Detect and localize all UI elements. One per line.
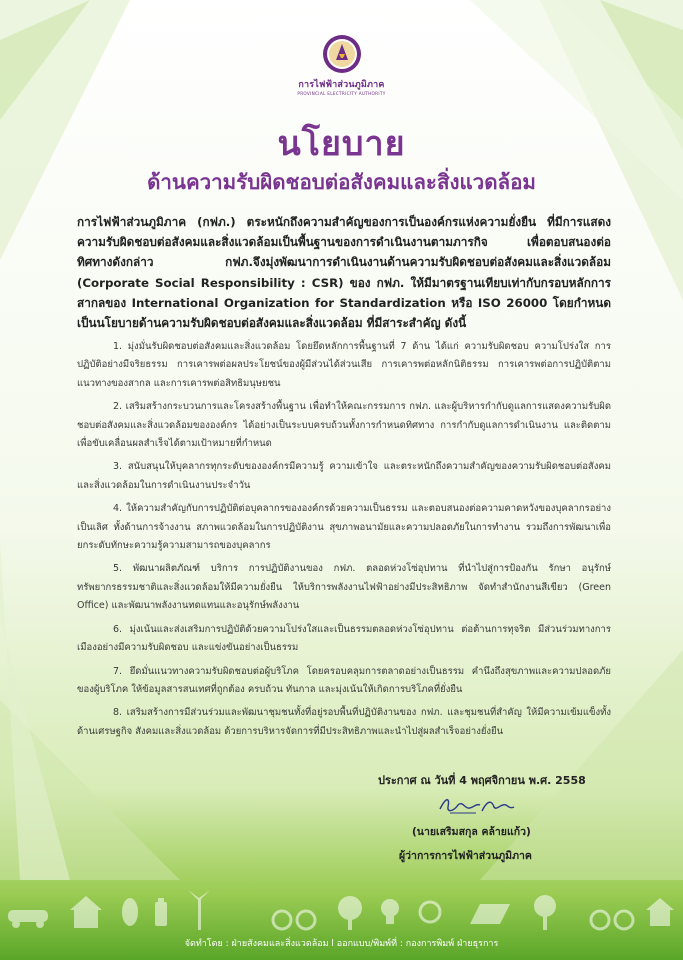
solar-panel-icon (470, 904, 510, 924)
house-icon (70, 896, 102, 928)
org-name-english: PROVINCIAL ELECTRICITY AUTHORITY (297, 91, 386, 96)
policy-item-number: 6. (113, 623, 123, 635)
policy-item-number: 1. (113, 341, 123, 352)
wind-turbine-icon (188, 890, 210, 930)
policy-item-number: 2. (113, 401, 123, 413)
battery-icon (155, 898, 167, 926)
signer-position: ผู้ว่าการการไฟฟ้าส่วนภูมิภาค (399, 850, 532, 862)
policy-item-text: สนับสนุนให้บุคลากรทุกระดับขององค์กรมีความรู้ ความเข้าใจ และตระหนักถึงความสำคัญของความรับผิดชอบต่อสังคมและสิ่งแวดล้อมในการดำเนินงานประจำวัน (77, 461, 611, 491)
policy-item-text: มุ่งมั่นรับผิดชอบต่อสังคมและสิ่งแวดล้อม โดยยึดหลักการพื้นฐานที่ 7 ด้าน ได้แก่ ความรับผิดชอบ ความโปร่งใส การปฏิบัติอย่างมีจริยธรรม การเคารพต่อผลประโยชน์ของผู้มีส่วนได้ส่วนเสีย การเคารพต่อหลักนิติธรรม การเคารพต่อการปฏิบัติตามแนวทางของสากล และการเคารพต่อสิทธิมนุษยชน (77, 341, 611, 389)
policy-item (77, 704, 611, 741)
bicycle-icon-2 (591, 911, 633, 929)
policy-item-text: เสริมสร้างกระบวนการและโครงสร้างพื้นฐาน เพื่อทำให้คณะกรรมการ กฟภ. และผู้บริหารกำกับดูแลการแสดงความรับผิดชอบต่อสังคมและสิ่งแวดล้อมขององค์กร ได้อย่างเป็นระบบครบถ้วนทั้งการกำหนดทิศทาง การกำกับดูแลการดำเนินงาน และติดตามเพื่อขับเคลื่อนผลสำเร็จได้ตามเป้าหมายที่กำหนด (77, 401, 611, 450)
policy-item-number: 7. (113, 665, 123, 677)
tree-icon-2 (534, 895, 556, 930)
policy-list (77, 338, 611, 746)
tree-icon (338, 896, 362, 930)
announcement-date: ประกาศ ณ วันที่ 4 พฤศจิกายน พ.ศ. 2558 (378, 774, 586, 787)
signer-name: (นายเสริมสกุล คล้ายแก้ว) (412, 826, 531, 838)
policy-item-text: พัฒนาผลิตภัณฑ์ บริการ การปฏิบัติงานของ กฟภ. ตลอดห่วงโซ่อุปทาน ที่นำไปสู่การป้องกัน รักษา อนุรักษ์ทรัพยากรธรรมชาติและสิ่งแวดล้อมให้มีความยั่งยืน ให้บริการพลังงานไฟฟ้าอย่างมีประสิทธิภาพ จัดทำสำนักงานสีเขียว (Green Office) และพัฒนาพลังงานทดแทนและอนุรักษ์พลังงาน (77, 563, 611, 612)
signature-image (436, 793, 516, 819)
policy-item-number: 4. (113, 503, 123, 515)
house-icon-2 (646, 898, 674, 926)
policy-item (77, 500, 611, 555)
pea-logo (0, 34, 683, 96)
policy-item-number: 3. (113, 461, 123, 473)
policy-item (77, 458, 611, 495)
policy-item-text: ยึดมั่นแนวทางความรับผิดชอบต่อผู้บริโภค โดยครอบคลุมการตลาดอย่างเป็นธรรม คำนึงถึงสุขภาพและความปลอดภัยของผู้บริโภค ให้ข้อมูลสารสนเทศที่ถูกต้อง ครบถ้วน ทันกาล และมุ่งเน้นให้เกิดการบริโภคที่ยั่งยืน (77, 665, 611, 695)
page-subtitle: ด้านความรับผิดชอบต่อสังคมและสิ่งแวดล้อม (147, 170, 536, 194)
footer-credit: จัดทำโดย : ฝ่ายสังคมและสิ่งแวดล้อม l ออกแบบ/พิมพ์ที่ : กองการพิมพ์ ฝ่ายธุรการ (184, 939, 499, 949)
policy-item (77, 560, 611, 615)
bicycle-icon (273, 911, 315, 929)
policy-item (77, 621, 611, 658)
org-name-thai: การไฟฟ้าส่วนภูมิภาค (298, 80, 385, 90)
page-title: นโยบาย (277, 124, 406, 164)
pea-emblem-icon (322, 34, 362, 74)
policy-item (77, 398, 611, 453)
policy-item-text: เสริมสร้างการมีส่วนร่วมและพัฒนาชุมชนทั้งที่อยู่รอบพื้นที่ปฏิบัติงานของ กฟภ. และชุมชนที่สำคัญ ให้มีความเข้มแข็งทั้งด้านเศรษฐกิจ สังคมและสิ่งแวดล้อม ด้วยการบริหารจัดการที่มีประสิทธิภาพและนำไปสู่ผลสำเร็จอย่างยั่งยืน (77, 707, 611, 737)
policy-item-number: 8. (113, 707, 123, 719)
leaf-icon (122, 898, 138, 926)
policy-item-text: ให้ความสำคัญกับการปฏิบัติต่อบุคลากรขององค์กรด้วยความเป็นธรรม และตอบสนองต่อความคาดหวังของบุคลากรอย่างเป็นเลิศ ทั้งด้านการจ้างงาน สภาพแวดล้อมในการปฏิบัติงาน สุขภาพอนามัยและความปลอดภัยในการทำงาน รวมถึงการพัฒนาเพื่อยกระดับทักษะความรู้ความสามารถของบุคลากร (77, 503, 611, 552)
policy-item-text: มุ่งเน้นและส่งเสริมการปฏิบัติด้วยความโปร่งใสและเป็นธรรมตลอดห่วงโซ่อุปทาน ต่อต้านการทุจริต มีส่วนร่วมทางการเมืองอย่างมีความรับผิดชอบ และแข่งขันอย่างเป็นธรรม (77, 623, 611, 654)
policy-item (77, 338, 611, 393)
recycle-icon (420, 902, 440, 922)
lightbulb-icon (381, 899, 399, 924)
intro-paragraph: การไฟฟ้าส่วนภูมิภาค (กฟภ.) ตระหนักถึงความสำคัญของการเป็นองค์กรแห่งความยั่งยืน ที่มีการแสดงความรับผิดชอบต่อสังคมและสิ่งแวดล้อมเป็นพื้นฐานของการดำเนินงานตามภารกิจ เพื่อตอบสนองต่อทิศทางดังกล่าว กฟภ.จึงมุ่งพัฒนาการดำเนินงานด้านความรับผิดชอบต่อสังคมและสิ่งแวดล้อม (Corporate Social Responsibility : CSR) ของ กฟภ. ให้มีมาตรฐานเทียบเท่ากับกรอบหลักการสากลของ International Organization for Standardization หรือ ISO 26000 โดยกำหนดเป็นนโยบายด้านความรับผิดชอบต่อสังคมและสิ่งแวดล้อม ที่มีสาระสำคัญ ดังนี้ (77, 215, 611, 331)
car-icon (8, 910, 48, 928)
policy-item (77, 663, 611, 700)
policy-item-number: 5. (113, 563, 123, 575)
